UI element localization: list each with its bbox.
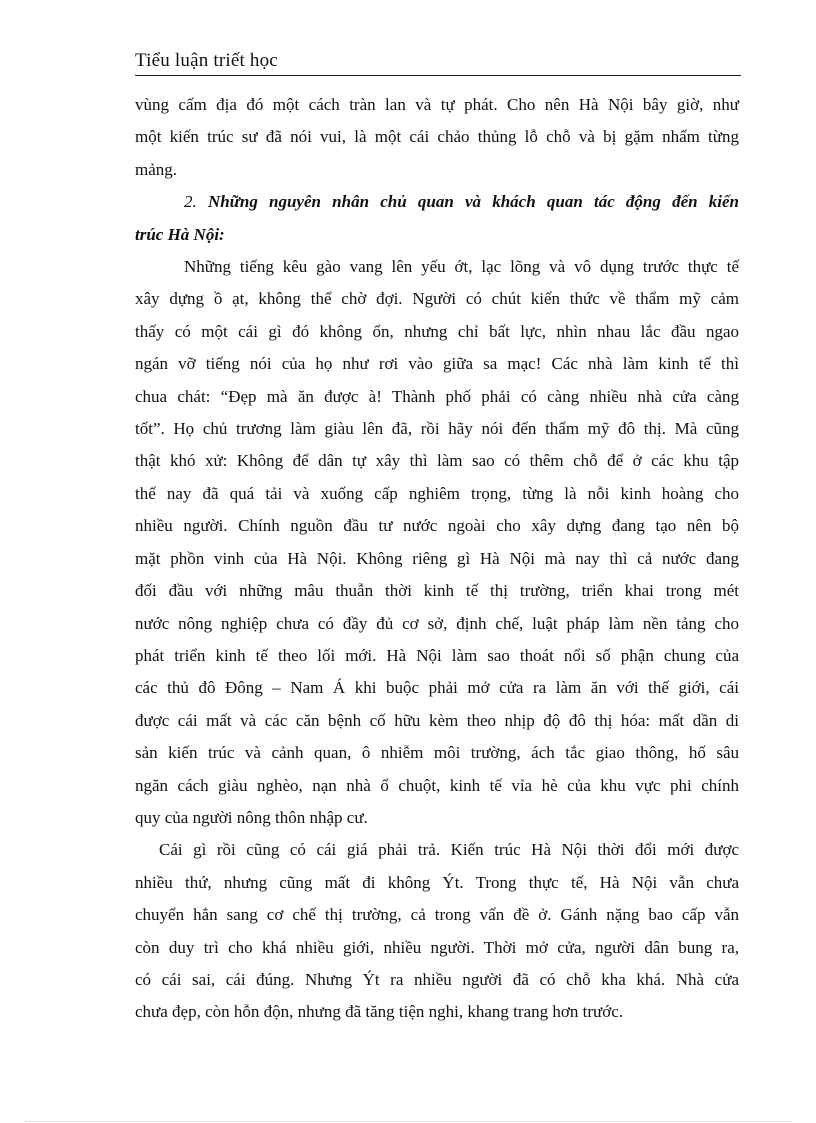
- text-line: nhiều người. Chính nguồn đầu tư nước ngoài cho xây dựng đang tạo nên bộ: [135, 516, 739, 536]
- text-line: Những tiếng kêu gào vang lên yếu ớt, lạc lõng và vô dụng trước thực tế: [184, 257, 739, 277]
- heading-line: trúc Hà Nội:: [135, 224, 225, 244]
- text-line: ngăn cách giàu nghèo, nạn nhà ổ chuột, kinh tế vỉa hè của khu vực phi chính: [135, 775, 739, 795]
- text-line: còn duy trì cho khá nhiều giới, nhiều người. Thời mở cửa, người dân bung ra,: [135, 937, 739, 957]
- text-line: ngán vỡ tiếng nói của họ như rơi vào giữa sa mạc! Các nhà làm kinh tế thì: [135, 354, 739, 374]
- text-line: thật khó xử: Không để dân tự xây thì làm sao có thêm chỗ để ở các khu tập: [135, 451, 739, 471]
- paragraph-intro: [135, 89, 739, 186]
- document-body: [135, 89, 739, 1029]
- paragraph-conclusion: [135, 834, 739, 1028]
- text-line: mảng.: [135, 159, 178, 179]
- text-line: thấy có một cái gì đó không ổn, nhưng chỉ bất lực, nhìn nhau lắc đầu ngao: [135, 321, 739, 341]
- footer-divider: [25, 1121, 791, 1122]
- text-line: thể nay đã quá tải và xuống cấp nghiêm trọng, từng là nỗi kinh hoàng cho: [135, 483, 739, 503]
- text-line: có cái sai, cái đúng. Nhưng Ýt ra nhiều người đã có chỗ kha khá. Nhà cửa: [135, 969, 739, 989]
- text-line: chưa đẹp, còn hỗn độn, nhưng đã tăng tiện nghi, khang trang hơn trước.: [135, 1002, 623, 1022]
- text-line: các thủ đô Đông – Nam Á khi buộc phải mở cửa ra làm ăn với thế giới, cái: [135, 678, 739, 698]
- text-line: một kiến trúc sư đã nói vui, là một cái chảo thủng lỗ chỗ và bị gặm nhấm từng: [135, 127, 739, 147]
- text-line: nhiều thứ, nhưng cũng mất đi không Ýt. Trong thực tế, Hà Nội vẫn chưa: [135, 872, 739, 892]
- text-line: sản kiến trúc và cảnh quan, ô nhiễm môi trường, ách tắc giao thông, hố sâu: [135, 743, 739, 763]
- heading-number: 2.: [184, 192, 197, 212]
- document-title: Tiểu luận triết học: [135, 50, 278, 71]
- text-line: nước nông nghiệp chưa có đầy đủ cơ sở, định chế, luật pháp làm nền tảng cho: [135, 613, 739, 633]
- paragraph-body: [135, 251, 739, 834]
- section-heading: [135, 186, 739, 251]
- text-line: chua chát: “Đẹp mà ăn được à! Thành phố phải có càng nhiều nhà cửa càng: [135, 386, 739, 406]
- page-header: [135, 50, 741, 76]
- heading-line: [135, 186, 739, 218]
- text-line: đối đầu với những mâu thuẫn thời kinh tế thị trường, triển khai trong mét: [135, 581, 739, 601]
- heading-text: Những nguyên nhân chủ quan và khách quan tác động đến kiến: [207, 192, 739, 212]
- text-line: được cái mất và các căn bệnh cố hữu kèm theo nhịp độ đô thị hóa: mất dần di: [135, 710, 739, 730]
- text-line: Cái gì rồi cũng có cái giá phải trả. Kiến trúc Hà Nội thời đổi mới được: [159, 840, 739, 860]
- text-line: tốt”. Họ chủ trương làm giàu lên đã, rồi hãy nói đến thẩm mỹ đô thị. Mà cũng: [135, 419, 739, 439]
- text-line: mặt phồn vinh của Hà Nội. Không riêng gì Hà Nội mà nay thì cả nước đang: [135, 548, 739, 568]
- text-line: quy của người nông thôn nhập cư.: [135, 807, 368, 827]
- text-line: chuyển hẳn sang cơ chế thị trường, cả trong vấn đề ở. Gánh nặng bao cấp vẫn: [135, 905, 739, 925]
- text-line: phát triển kinh tế theo lối mới. Hà Nội làm sao thoát nổi số phận chung của: [135, 645, 739, 665]
- text-line: xây dựng ồ ạt, không thể chờ đợi. Người có chút kiến thức về thẩm mỹ cảm: [135, 289, 739, 309]
- text-line: vùng cấm địa đó một cách tràn lan và tự phát. Cho nên Hà Nội bây giờ, như: [135, 95, 739, 114]
